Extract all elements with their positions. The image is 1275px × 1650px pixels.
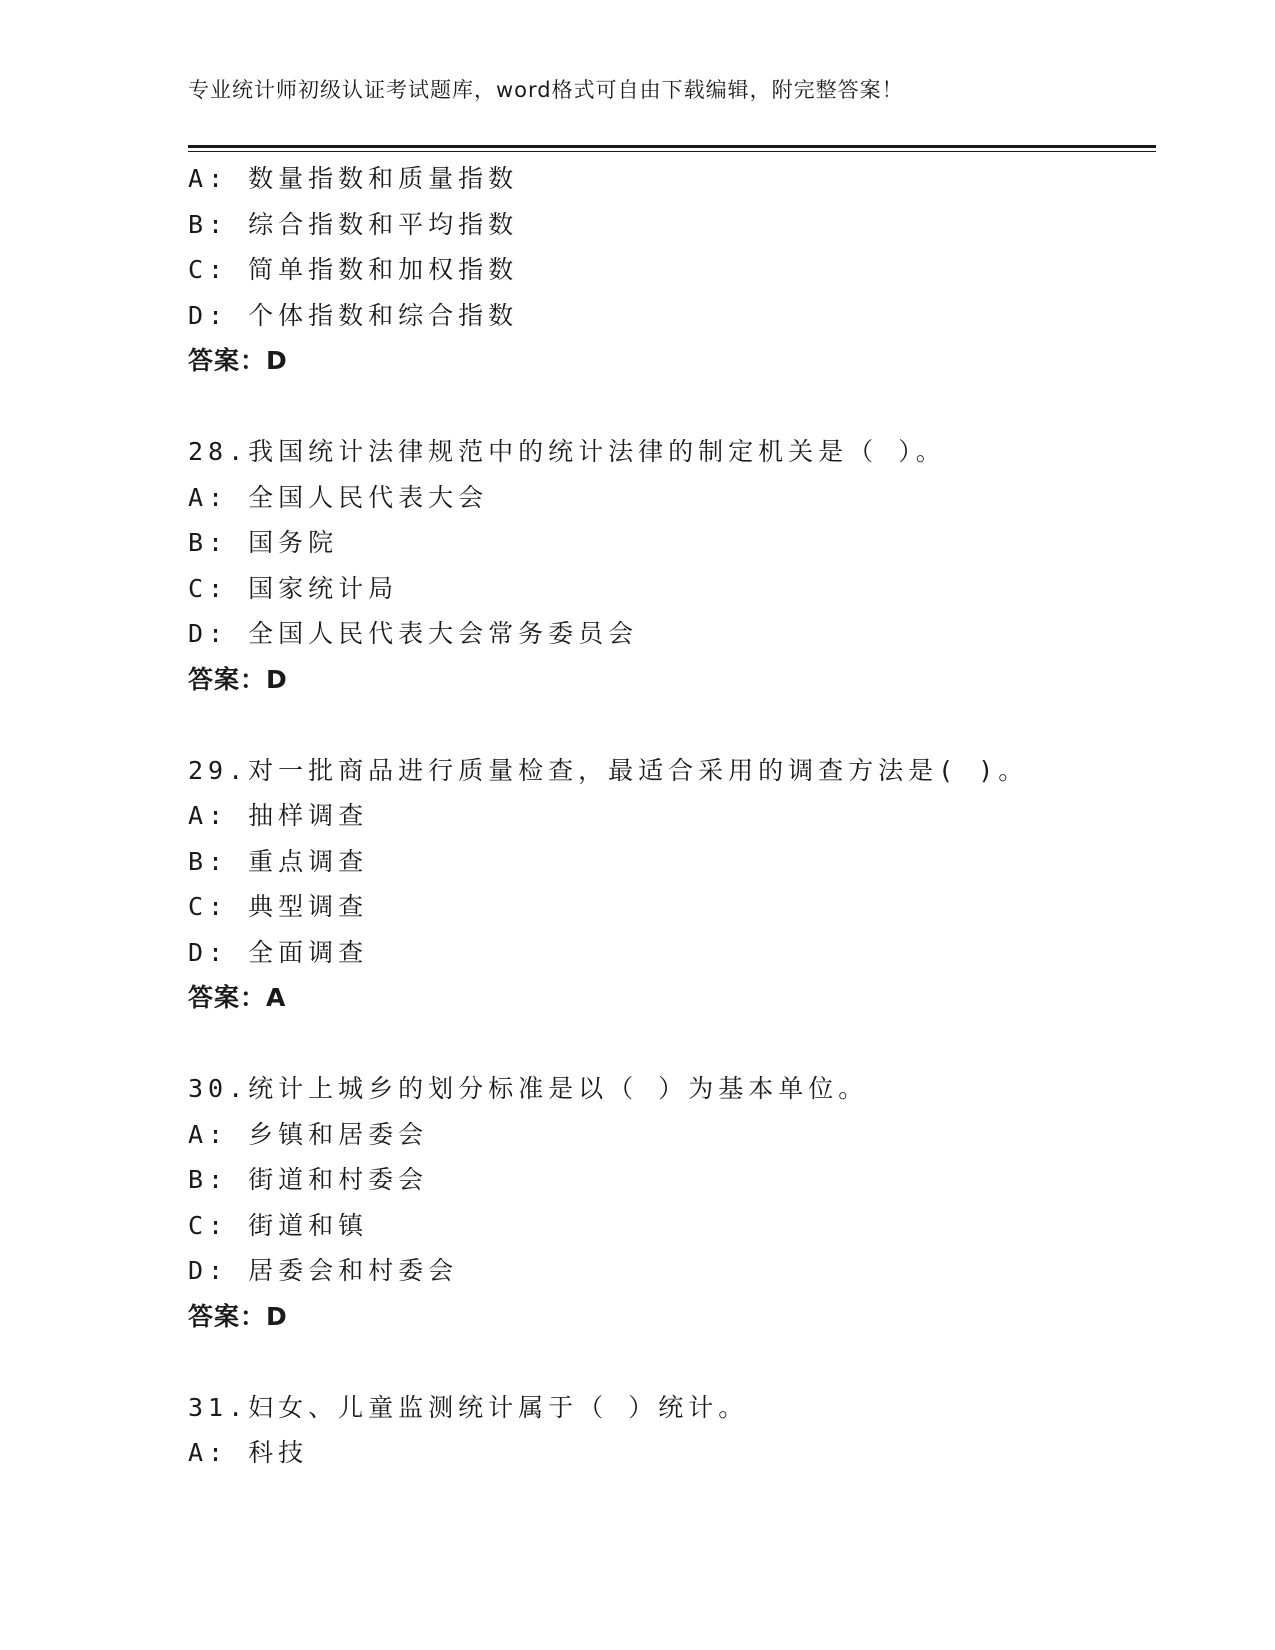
question-text: 30.统计上城乡的划分标准是以（ ）为基本单位。 (188, 1074, 869, 1103)
question-block (188, 748, 1156, 1021)
block-spacer (188, 1339, 1156, 1385)
header-rule-thin (188, 151, 1156, 152)
answer-line: 答案：D (188, 346, 288, 375)
option-a: A: 乡镇和居委会 (188, 1119, 429, 1149)
option-a: A: 数量指数和质量指数 (188, 164, 519, 193)
option-d: D: 全国人民代表大会常务委员会 (188, 619, 639, 648)
option-a: A: 科技 (188, 1438, 309, 1467)
question-block (188, 429, 1156, 702)
option-b: B: 综合指数和平均指数 (188, 209, 519, 239)
page-header: 专业统计师初级认证考试题库，word格式可自由下载编辑，附完整答案！ (188, 78, 904, 102)
question-block (188, 1385, 1156, 1476)
question-text: 29.对一批商品进行质量检查，最适合采用的调查方法是( )。 (188, 755, 1029, 785)
question-text: 31.妇女、儿童监测统计属于（ ）统计。 (188, 1392, 749, 1422)
option-c: C: 国家统计局 (188, 573, 399, 603)
block-spacer (188, 702, 1156, 748)
question-text: 28.我国统计法律规范中的统计法律的制定机关是（ ）。 (188, 437, 946, 466)
answer-line: 答案：D (188, 1301, 288, 1331)
option-b: B: 重点调查 (188, 846, 369, 876)
option-d: D: 个体指数和综合指数 (188, 300, 519, 330)
option-c: C: 街道和镇 (188, 1210, 369, 1240)
option-c: C: 典型调查 (188, 892, 369, 921)
option-c: C: 简单指数和加权指数 (188, 255, 519, 284)
option-a: A: 全国人民代表大会 (188, 482, 489, 512)
option-b: B: 街道和村委会 (188, 1165, 429, 1194)
option-b: B: 国务院 (188, 528, 339, 557)
question-list (188, 156, 1156, 1476)
option-d: D: 居委会和村委会 (188, 1256, 459, 1285)
header-rule-thick (188, 145, 1156, 148)
option-d: D: 全面调查 (188, 937, 369, 967)
answer-line: 答案：A (188, 983, 287, 1012)
question-block (188, 156, 1156, 384)
block-spacer (188, 1021, 1156, 1067)
option-a: A: 抽样调查 (188, 801, 369, 830)
question-block (188, 1066, 1156, 1339)
block-spacer (188, 384, 1156, 430)
answer-line: 答案：D (188, 664, 288, 694)
